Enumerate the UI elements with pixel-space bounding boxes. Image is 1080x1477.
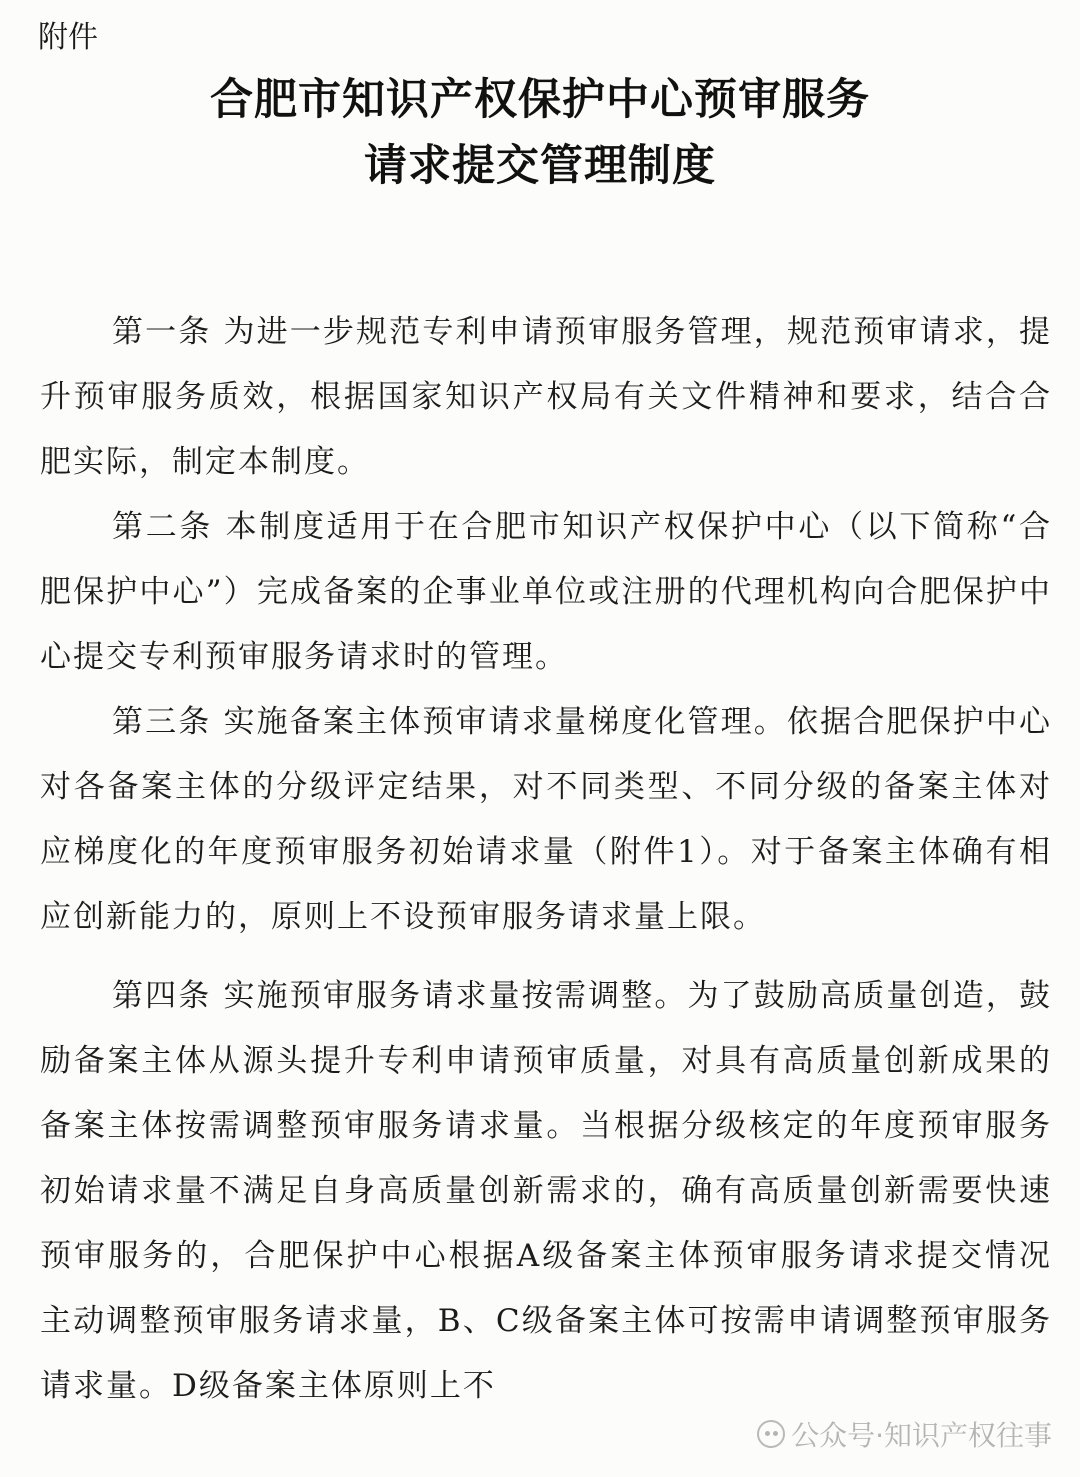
watermark-text: 公众号·知识产权往事 (791, 1419, 1052, 1452)
article-4: 第四条 实施预审服务请求量按需调整。为了鼓励高质量创造，鼓励备案主体从源头提升专利申请预审质量，对具有高质量创新成果的备案主体按需调整预审服务请求量。当根据分级核定的年度预审服务初始请求量不满足自身高质量创新需求的，确有高质量创新需要快速预审服务的，合肥保护中心根据A级备案主体预审服务请求提交情况主动调整预审服务请求量，B、C级备案主体可按需申请调整预审服务请求量。D级备案主体原则上不 (40, 978, 1052, 1404)
article-2: 第二条 本制度适用于在合肥市知识产权保护中心（以下简称“合肥保护中心”）完成备案的企事业单位或注册的代理机构向合肥保护中心提交专利预审服务请求时的管理。 (40, 509, 1052, 675)
article-1: 第一条 为进一步规范专利申请预审服务管理，规范预审请求，提升预审服务质效，根据国家知识产权局有关文件精神和要求，结合合肥实际，制定本制度。 (40, 314, 1052, 480)
document-title-line-1: 合肥市知识产权保护中心预审服务 (210, 75, 870, 125)
article-3: 第三条 实施备案主体预审请求量梯度化管理。依据合肥保护中心对各备案主体的分级评定结果，对不同类型、不同分级的备案主体对应梯度化的年度预审服务初始请求量（附件1）。对于备案主体确有相应创新能力的，原则上不设预审服务请求量上限。 (40, 704, 1052, 935)
wechat-icon (757, 1420, 785, 1448)
document-title-line-2: 请求提交管理制度 (364, 141, 716, 191)
watermark (757, 1414, 1052, 1454)
attachment-label: 附件 (38, 20, 98, 55)
document-body (40, 300, 1052, 1419)
